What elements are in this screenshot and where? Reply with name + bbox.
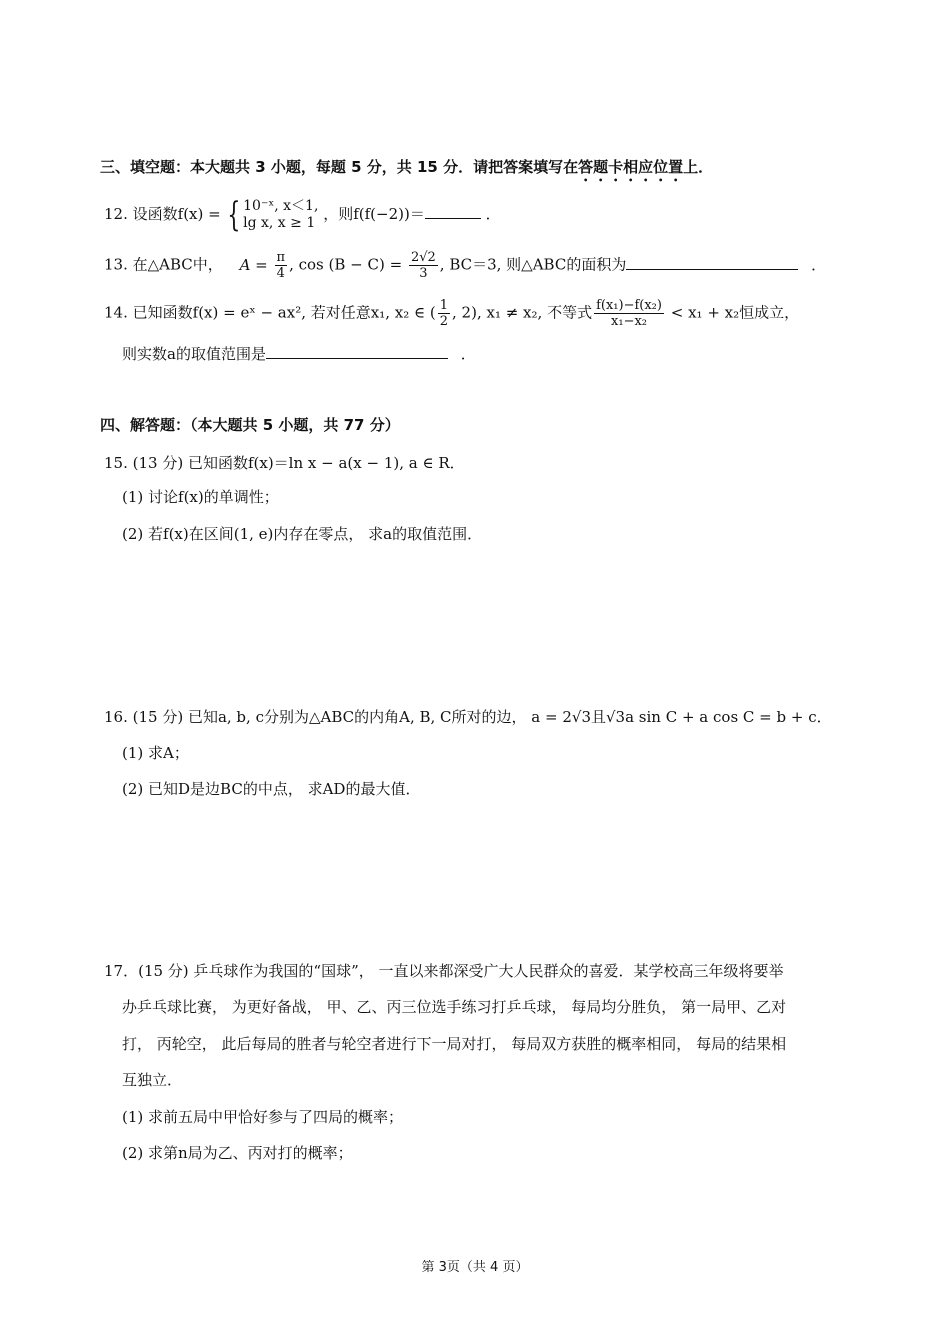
answer-blank [266,342,448,359]
question-17-line-1: 17．(15 分) 乒乓球作为我国的“国球”， 一直以来都深受广大人民群众的喜爱．某学校高三年级将要举 [104,962,784,980]
question-17-line-4: 互独立． [122,1071,183,1089]
question-16-stem: 16. (15 分) 已知a, b, c分别为△ABC的内角A, B, C所对的边， a = 2√3且√3a sin C + a cos C = b + c． [104,708,832,726]
dotted-emphasis: 答题卡相应位置 [578,158,684,176]
question-13: 13. 在△ABC中， A = $\frac{\pi}{4}$ , cos (B − C) = $\frac{2√2}{3}$ , BC＝3, 则△ABC的面积为 ． [104,250,827,281]
left-brace-icon: { [227,195,241,235]
question-17-line-2: 办乒乓球比赛， 为更好备战， 甲、乙、丙三位选手练习打乒乓球， 每局均分胜负， 第一局甲、乙对 [122,998,787,1016]
answer-blank [626,253,798,270]
question-16-part-2: (2) 已知D是边BC的中点， 求AD的最大值． [122,780,421,798]
question-16-part-1: (1) 求A； [122,744,189,762]
question-15-stem: 15. (13 分) 已知函数f(x)＝ln x − a(x − 1), a ∈ R． [104,454,465,472]
question-14: 14. 已知函数f(x) = eˣ − ax², 若对任意x₁, x₂ ∈ ( $\frac{1}{2}$ , 2), x₁ ≠ x₂, 不等式 $\frac{\text{f(x₁)−f(x₂)}}{\text{x₁−x₂}}$ < x₁ + x₂恒成立， [104,298,800,329]
two-root-two-over-three: $\frac{2√2}{3}$ [410,250,436,281]
section-3-heading: 三、填空题：本大题共 3 小题，每题 5 分，共 15 分．请把答案填写在答题卡相应位置上． [100,158,714,176]
question-15-part-1: (1) 讨论f(x)的单调性； [122,488,279,506]
difference-quotient: $\frac{\text{f(x₁)−f(x₂)}}{\text{x₁−x₂}}$ [596,298,662,329]
question-17-part-1: (1) 求前五局中甲恰好参与了四局的概率； [122,1108,404,1126]
question-17-part-2: (2) 求第n局为乙、丙对打的概率； [122,1144,353,1162]
pi-over-4: $\frac{\pi}{4}$ [276,250,286,281]
question-17-line-3: 打， 丙轮空， 此后每局的胜者与轮空者进行下一局对打， 每局双方获胜的概率相同， 每局的结果相 [122,1035,787,1053]
question-15-part-2: (2) 若f(x)在区间(1, e)内存在零点， 求a的取值范围． [122,525,483,543]
question-12: 12. 设函数f(x) = { 10⁻ˣ, x＜1, lg x, x ≥ 1 ，则f(f(−2))＝ ． [104,195,501,235]
section-4-heading: 四、解答题：（本大题共 5 小题，共 77 分） [100,416,400,434]
question-14-line-2: 则实数a的取值范围是 ． [122,342,476,365]
piecewise-cases: 10⁻ˣ, x＜1, lg x, x ≥ 1 [243,198,319,231]
page-footer: 第 3页（共 4 页） [421,1260,529,1275]
one-half: $\frac{1}{2}$ [439,298,449,329]
answer-blank [425,202,481,219]
